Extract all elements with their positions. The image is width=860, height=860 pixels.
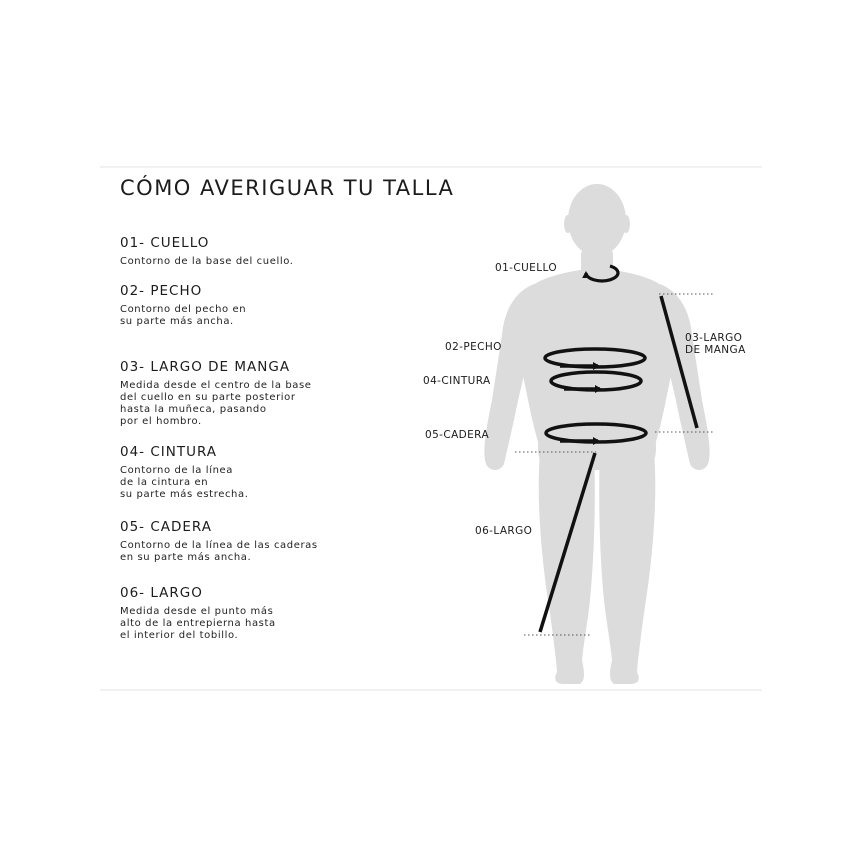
label-cadera: 05-CADERA bbox=[425, 429, 490, 441]
label-largo-manga-2: DE MANGA bbox=[685, 344, 746, 356]
label-pecho: 02-PECHO bbox=[445, 341, 502, 353]
section-text: Medida desde el punto más alto de la entrepierna hasta el interior del tobillo. bbox=[120, 606, 276, 641]
section-heading: 03- LARGO DE MANGA bbox=[120, 359, 291, 375]
section-text: Contorno de la base del cuello. bbox=[120, 256, 294, 267]
section-heading: 01- CUELLO bbox=[120, 235, 210, 251]
page-title: CÓMO AVERIGUAR TU TALLA bbox=[120, 176, 455, 200]
label-largo: 06-LARGO bbox=[475, 525, 533, 537]
section-text: Contorno del pecho en su parte más ancha. bbox=[120, 304, 247, 327]
label-cintura: 04-CINTURA bbox=[423, 375, 491, 387]
label-largo-manga-1: 03-LARGO bbox=[685, 332, 743, 344]
section-heading: 02- PECHO bbox=[120, 283, 203, 299]
section-text: Contorno de la línea de la cintura en su parte más estrecha. bbox=[120, 465, 249, 500]
section-heading: 04- CINTURA bbox=[120, 444, 218, 460]
section-heading: 06- LARGO bbox=[120, 585, 203, 601]
section-text: Medida desde el centro de la base del cuello en su parte posterior hasta la muñeca, pasando por el hombro. bbox=[120, 380, 312, 427]
label-cuello: 01-CUELLO bbox=[495, 262, 557, 274]
human-body-silhouette-icon bbox=[484, 184, 709, 684]
section-text: Contorno de la línea de las caderas en su parte más ancha. bbox=[120, 540, 318, 563]
section-heading: 05- CADERA bbox=[120, 519, 212, 535]
